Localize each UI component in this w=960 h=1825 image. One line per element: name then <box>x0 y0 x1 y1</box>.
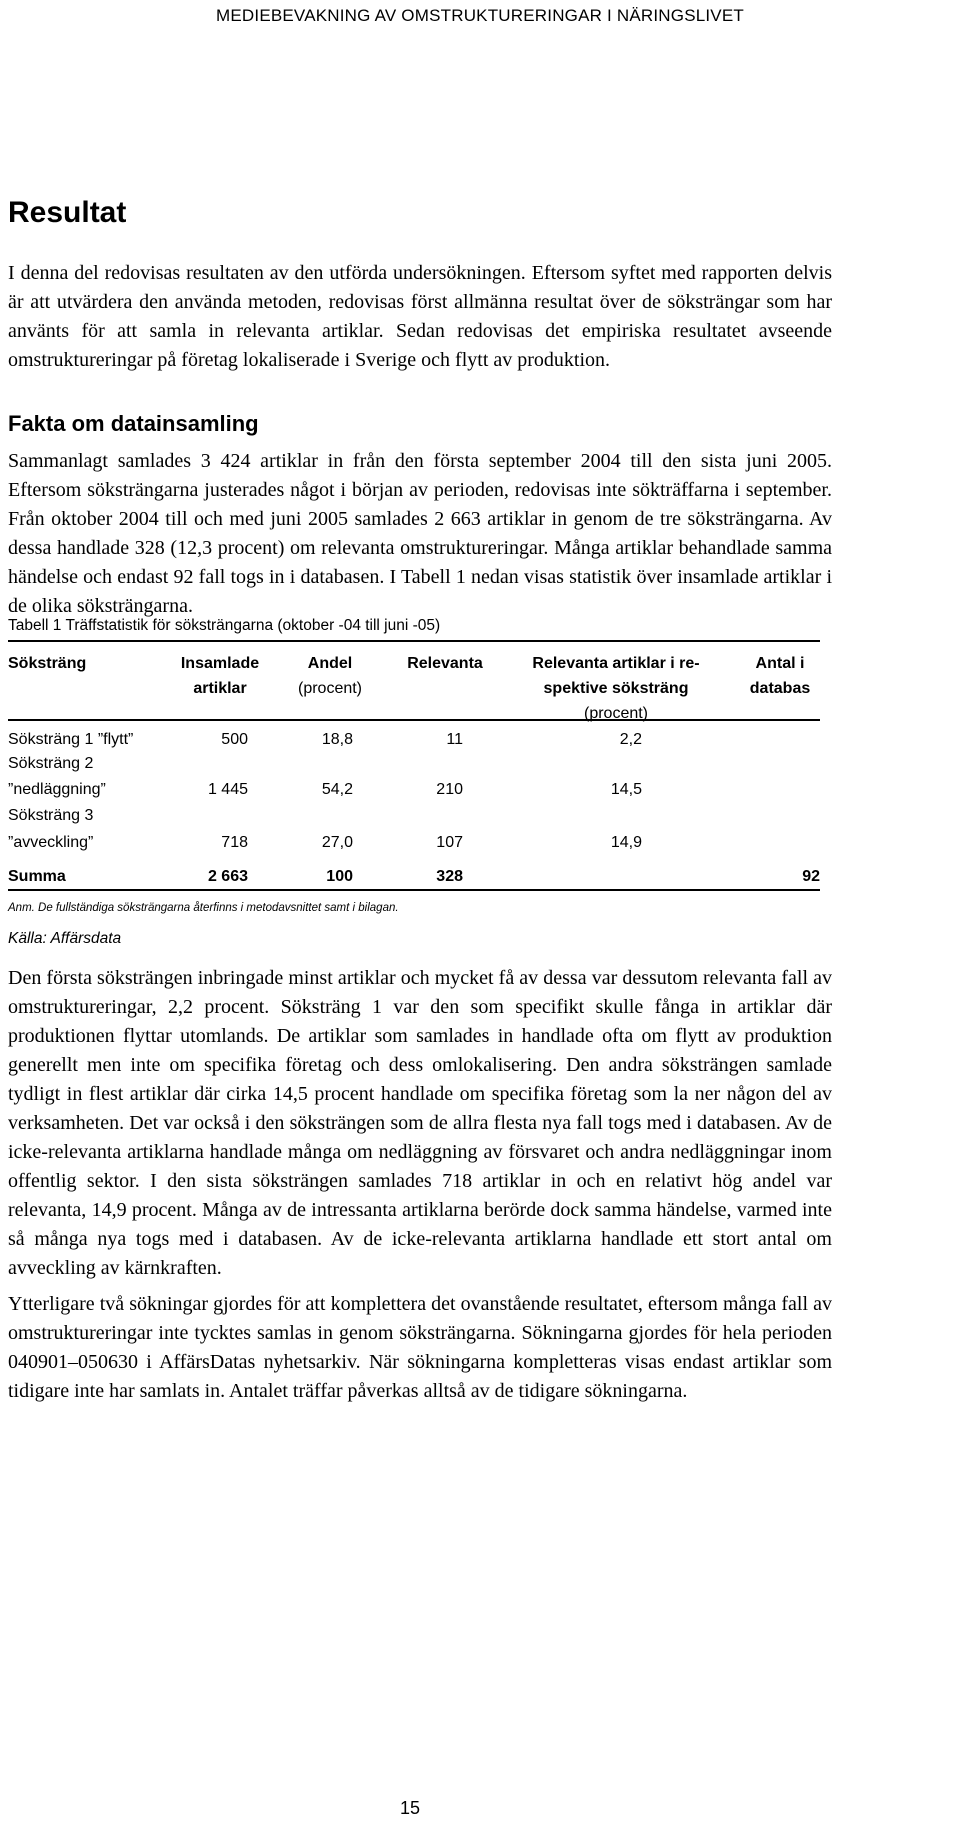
row3-name-line1: Söksträng 3 <box>8 807 94 824</box>
header-label: Söksträng <box>8 655 87 672</box>
total-label: Summa <box>8 868 66 885</box>
final-paragraph: Ytterligare två sökningar gjordes för att komplettera det ovanstående resultatet, eftersom många fall av omstruktureringar inte tycktes samlas in genom söksträngarna. Sökningarna gjordes för hela perioden 040901–050630 i AffärsDatas nyhetsarkiv. När sökningarna kompletteras visas endast artiklar som tidigare inte har samlats in. Antalet träffar påverkas alltså av de tidigare sökningarna. <box>8 1293 832 1402</box>
row3-relevant-pct: 14,9 <box>610 834 642 851</box>
header-soksträng <box>8 651 86 676</box>
statistics-table <box>8 640 820 892</box>
total-share: 100 <box>326 868 353 885</box>
row3-name: ”avveckling” <box>8 834 94 851</box>
row2-name: ”nedläggning” <box>8 781 106 798</box>
page-number: 15 <box>399 1798 421 1818</box>
row1-name: Söksträng 1 ”flytt” <box>8 731 134 748</box>
header-insamlade <box>180 651 260 701</box>
header-relevanta <box>400 651 490 676</box>
table-source: Källa: Affärsdata <box>8 930 122 947</box>
row1-relevant-pct: 2,2 <box>619 731 642 748</box>
total-database: 92 <box>802 868 820 885</box>
section-heading: Resultat <box>8 196 127 229</box>
header-relevanta-procent <box>516 651 716 726</box>
row1-share: 18,8 <box>321 731 353 748</box>
table-caption: Tabell 1 Träffstatistik för söksträngarna (oktober -04 till juni -05) <box>8 617 441 634</box>
header-label: spektive söksträng <box>543 680 689 697</box>
row2-relevant: 210 <box>436 781 463 798</box>
header-label: Insamlade <box>180 655 260 672</box>
header-label: Relevanta <box>407 655 483 672</box>
header-label: (procent) <box>583 705 649 722</box>
row3-relevant: 107 <box>436 834 463 851</box>
header-label: artiklar <box>193 680 247 697</box>
total-relevant: 328 <box>436 868 463 885</box>
row2-relevant-pct: 14,5 <box>610 781 642 798</box>
table-bottom-rule <box>8 889 820 891</box>
header-antal-databas <box>740 651 820 701</box>
row1-relevant: 11 <box>446 731 463 748</box>
total-collected: 2 663 <box>207 868 248 885</box>
header-label: Relevanta artiklar i re- <box>532 655 700 672</box>
table-top-rule <box>8 640 820 642</box>
row2-collected: 1 445 <box>207 781 248 798</box>
header-label: Antal i <box>755 655 805 672</box>
subsection-heading: Fakta om datainsamling <box>8 411 259 436</box>
row3-collected: 718 <box>221 834 248 851</box>
header-label: (procent) <box>297 680 363 697</box>
row2-name-line1: Söksträng 2 <box>8 755 94 772</box>
running-header: MEDIEBEVAKNING AV OMSTRUKTURERINGAR I NÄRINGSLIVET <box>216 6 744 25</box>
row1-collected: 500 <box>221 731 248 748</box>
row2-share: 54,2 <box>321 781 353 798</box>
table-note: Anm. De fullständiga söksträngarna återfinns i metodavsnittet samt i bilagan. <box>8 902 399 914</box>
header-label: databas <box>749 680 811 697</box>
row3-share: 27,0 <box>321 834 353 851</box>
intro-paragraph: I denna del redovisas resultaten av den utförda undersökningen. Eftersom syftet med rapporten delvis är att utvärdera den använda metoden, redovisas först allmänna resultat över de söksträngar som har använts för att samla in relevanta artiklar. Sedan redovisas det empiriska resultatet avseende omstruktureringar på företag lokaliserade i Sverige och flytt av produktion. <box>8 262 832 371</box>
header-label: Andel <box>307 655 353 672</box>
data-collection-paragraph: Sammanlagt samlades 3 424 artiklar in från den första september 2004 till den sista juni 2005. Eftersom söksträngarna justerades något i början av perioden, redovisas inte sökträffarna i september. Från oktober 2004 till och med juni 2005 samlades 2 663 artiklar in genom de tre söksträngarna. Av dessa handlade 328 (12,3 procent) om relevanta omstruktureringar. Många artiklar behandlade samma händelse och endast 92 fall togs in i databasen. I Tabell 1 nedan visas statistik över insamlade artiklar i de olika söksträngarna. <box>8 450 832 617</box>
header-andel <box>290 651 370 701</box>
analysis-paragraph: Den första söksträngen inbringade minst artiklar och mycket få av dessa var dessutom relevanta fall av omstruktureringar, 2,2 procent. Söksträng 1 var den som specifikt skulle fånga in artiklar där produktionen flyttar utomlands. De artiklar som samlades in handlade ofta om flytt av produktion generellt men inte om specifika företag och dess omlokalisering. Den andra söksträngen samlade tydligt in flest artiklar där cirka 14,5 procent handlade om specifika företag som la ner någon del av verksamheten. Det var också i den söksträngen som de allra flesta nya fall togs med i databasen. Av de icke-relevanta artiklarna handlade många om nedläggning av försvaret och andra nedläggningar inom offentlig sektor. I den sista söksträngen samlades 718 artiklar in och en relativt hög andel var relevanta, 14,9 procent. Många av de intressanta artiklarna berörde dock samma händelse, varmed inte så många nya togs med i databasen. Av de icke-relevanta artiklarna handlade ett stort antal om avveckling av kärnkraften. <box>8 967 832 1279</box>
